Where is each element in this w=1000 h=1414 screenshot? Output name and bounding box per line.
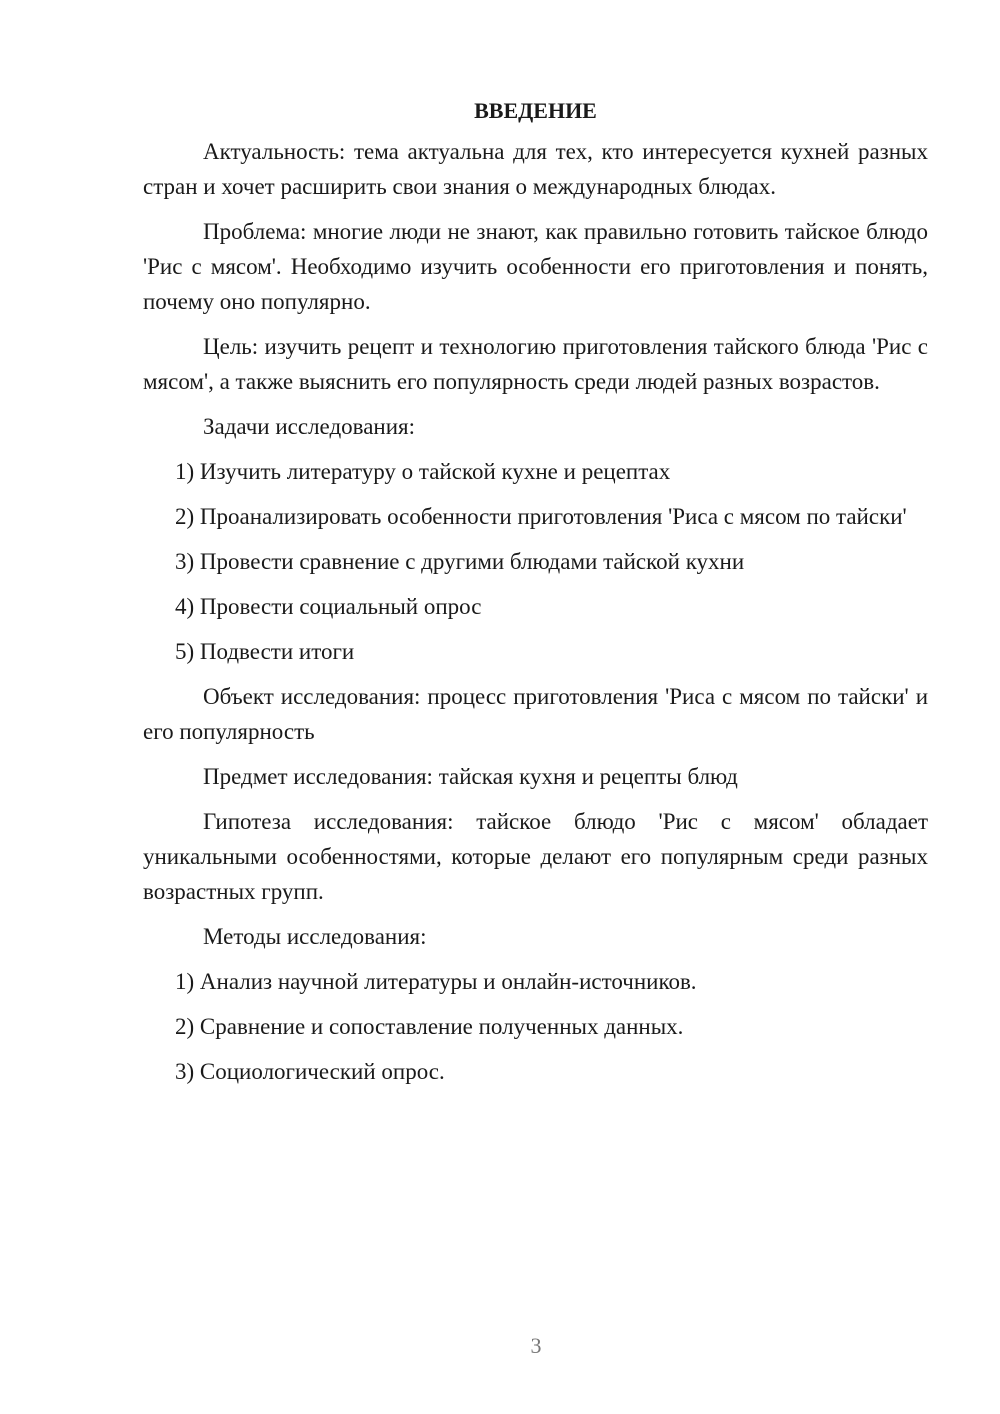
methods-heading: Методы исследования:	[203, 924, 427, 949]
method-item: 1) Анализ научной литературы и онлайн-источников.	[175, 969, 697, 994]
task-item: 1) Изучить литературу о тайской кухне и рецептах	[175, 459, 671, 484]
task-item: 4) Провести социальный опрос	[175, 594, 482, 619]
method-item: 3) Социологический опрос.	[175, 1059, 445, 1084]
goal-paragraph: Цель: изучить рецепт и технологию приготовления тайского блюда 'Рис с мясом', а также выяснить его популярность среди людей разных возрастов.	[143, 334, 928, 394]
task-item: 5) Подвести итоги	[175, 639, 355, 664]
task-item: 2) Проанализировать особенности приготовления 'Риса с мясом по тайски'	[175, 504, 907, 529]
page-title: ВВЕДЕНИЕ	[474, 98, 597, 123]
task-item: 3) Провести сравнение с другими блюдами тайской кухни	[175, 549, 745, 574]
relevance-paragraph: Актуальность: тема актуальна для тех, кто интересуется кухней разных стран и хочет расширить свои знания о международных блюдах.	[143, 139, 928, 199]
hypothesis-paragraph: Гипотеза исследования: тайское блюдо 'Рис с мясом' обладает уникальными особенностями, которые делают его популярным среди разных возрастных групп.	[143, 809, 928, 904]
document-page	[143, 96, 928, 1099]
object-paragraph: Объект исследования: процесс приготовления 'Риса с мясом по тайски' и его популярность	[143, 684, 928, 744]
tasks-heading: Задачи исследования:	[203, 414, 416, 439]
method-item: 2) Сравнение и сопоставление полученных данных.	[175, 1014, 684, 1039]
subject-paragraph: Предмет исследования: тайская кухня и рецепты блюд	[203, 764, 738, 789]
problem-paragraph: Проблема: многие люди не знают, как правильно готовить тайское блюдо 'Рис с мясом'. Необходимо изучить особенности его приготовления и понять, почему оно популярно.	[143, 219, 928, 314]
page-number: 3	[530, 1333, 542, 1358]
